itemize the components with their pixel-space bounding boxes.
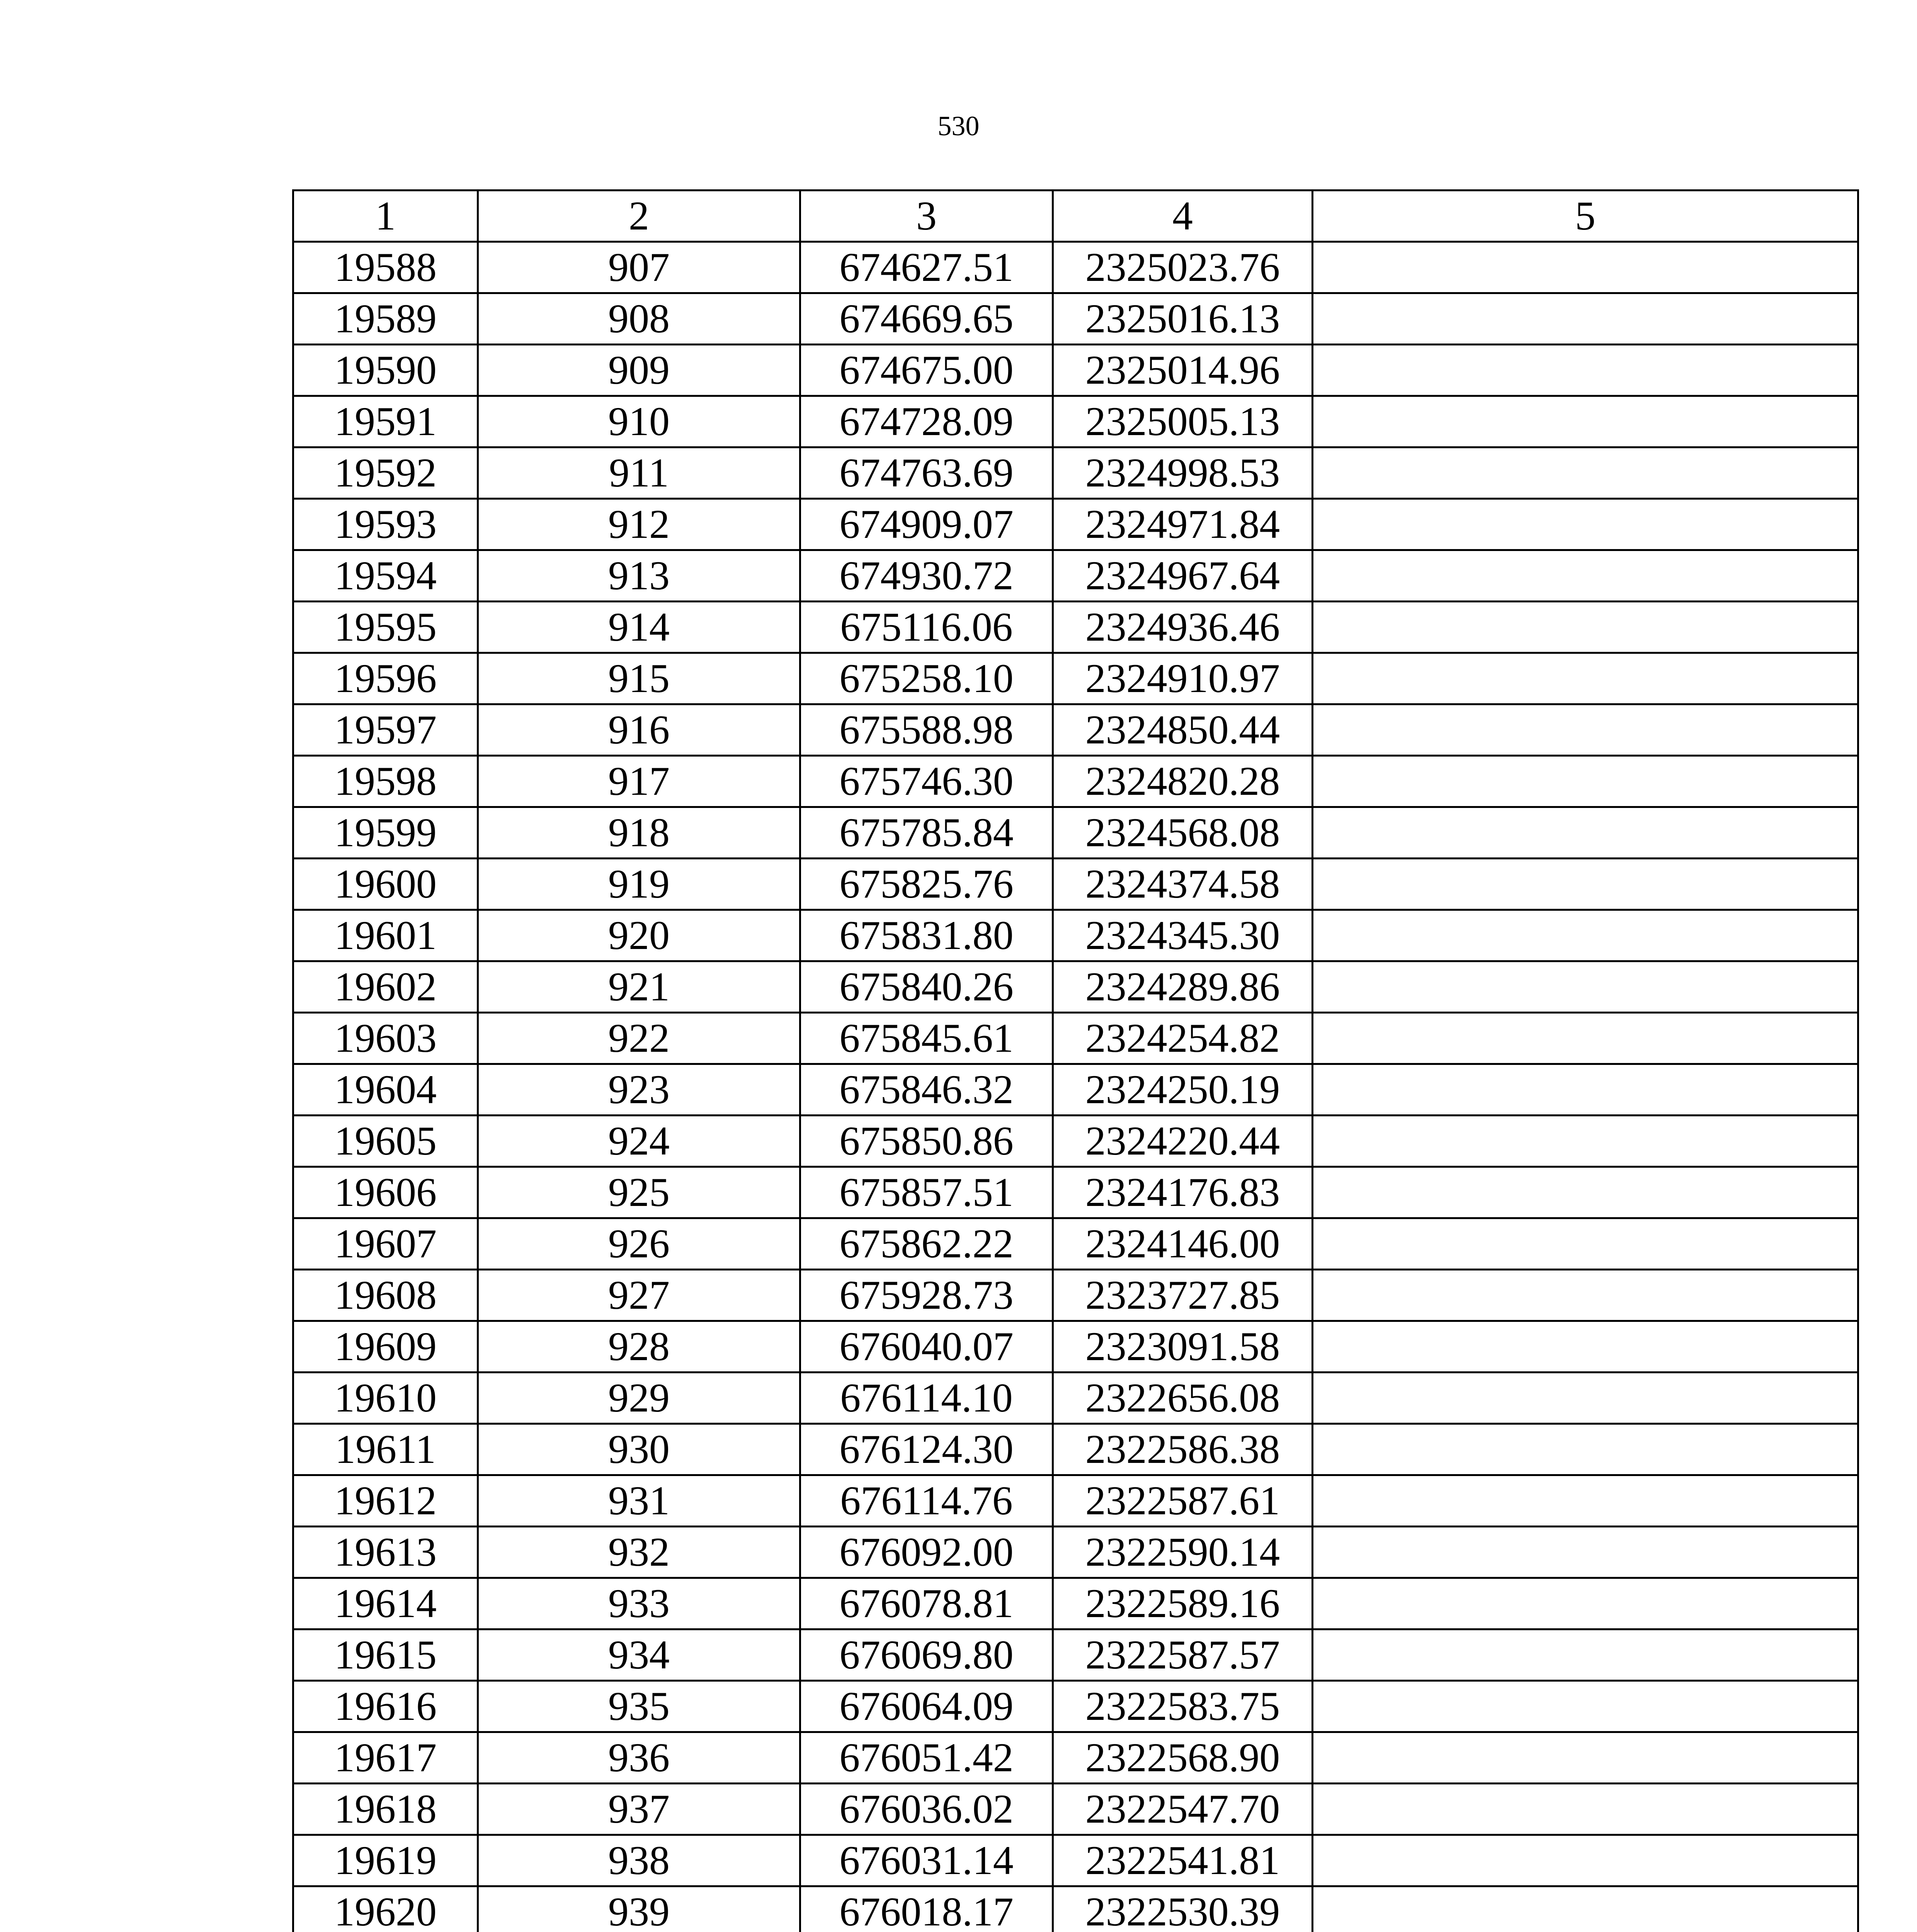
table-row xyxy=(293,345,1858,396)
cell-point-id: 19612 xyxy=(293,1475,478,1527)
cell-y-coordinate: 2324345.30 xyxy=(1053,910,1313,961)
cell-y-coordinate: 2322587.57 xyxy=(1053,1629,1313,1681)
cell-point-id: 19620 xyxy=(293,1886,478,1932)
cell-x-coordinate: 676114.10 xyxy=(800,1372,1053,1424)
cell-x-coordinate: 674909.07 xyxy=(800,499,1053,550)
cell-note xyxy=(1313,396,1858,447)
cell-vertex-number: 939 xyxy=(478,1886,800,1932)
cell-note xyxy=(1313,602,1858,653)
table-row xyxy=(293,756,1858,807)
table-row xyxy=(293,447,1858,499)
cell-vertex-number: 930 xyxy=(478,1424,800,1475)
cell-note xyxy=(1313,756,1858,807)
cell-note xyxy=(1313,1424,1858,1475)
table-row xyxy=(293,1372,1858,1424)
cell-x-coordinate: 676069.80 xyxy=(800,1629,1053,1681)
cell-y-coordinate: 2325005.13 xyxy=(1053,396,1313,447)
cell-point-id: 19608 xyxy=(293,1270,478,1321)
cell-x-coordinate: 675116.06 xyxy=(800,602,1053,653)
cell-note xyxy=(1313,1270,1858,1321)
cell-point-id: 19610 xyxy=(293,1372,478,1424)
cell-note xyxy=(1313,910,1858,961)
cell-vertex-number: 910 xyxy=(478,396,800,447)
cell-x-coordinate: 675785.84 xyxy=(800,807,1053,859)
cell-note xyxy=(1313,345,1858,396)
cell-vertex-number: 921 xyxy=(478,961,800,1013)
table-row xyxy=(293,1116,1858,1167)
cell-vertex-number: 928 xyxy=(478,1321,800,1372)
cell-note xyxy=(1313,1527,1858,1578)
table-row xyxy=(293,1270,1858,1321)
cell-x-coordinate: 676031.14 xyxy=(800,1835,1053,1886)
cell-y-coordinate: 2324971.84 xyxy=(1053,499,1313,550)
cell-note xyxy=(1313,1886,1858,1932)
column-header: 3 xyxy=(800,190,1053,242)
cell-point-id: 19596 xyxy=(293,653,478,704)
table-row xyxy=(293,396,1858,447)
cell-point-id: 19598 xyxy=(293,756,478,807)
table-row xyxy=(293,242,1858,293)
cell-y-coordinate: 2322547.70 xyxy=(1053,1784,1313,1835)
cell-vertex-number: 909 xyxy=(478,345,800,396)
table-row xyxy=(293,1681,1858,1732)
table-row xyxy=(293,1424,1858,1475)
cell-vertex-number: 935 xyxy=(478,1681,800,1732)
cell-y-coordinate: 2324820.28 xyxy=(1053,756,1313,807)
cell-y-coordinate: 2324910.97 xyxy=(1053,653,1313,704)
column-header: 4 xyxy=(1053,190,1313,242)
cell-y-coordinate: 2322589.16 xyxy=(1053,1578,1313,1629)
table-row xyxy=(293,859,1858,910)
table-row xyxy=(293,1527,1858,1578)
cell-note xyxy=(1313,859,1858,910)
cell-y-coordinate: 2324146.00 xyxy=(1053,1218,1313,1270)
cell-point-id: 19595 xyxy=(293,602,478,653)
cell-y-coordinate: 2322590.14 xyxy=(1053,1527,1313,1578)
table-row xyxy=(293,704,1858,756)
cell-note xyxy=(1313,1013,1858,1064)
table-row xyxy=(293,1321,1858,1372)
cell-point-id: 19589 xyxy=(293,293,478,345)
cell-note xyxy=(1313,1784,1858,1835)
cell-note xyxy=(1313,293,1858,345)
table-row xyxy=(293,1732,1858,1784)
cell-vertex-number: 911 xyxy=(478,447,800,499)
cell-vertex-number: 926 xyxy=(478,1218,800,1270)
cell-x-coordinate: 676064.09 xyxy=(800,1681,1053,1732)
cell-note xyxy=(1313,1732,1858,1784)
cell-vertex-number: 934 xyxy=(478,1629,800,1681)
cell-y-coordinate: 2322541.81 xyxy=(1053,1835,1313,1886)
table-row xyxy=(293,1475,1858,1527)
cell-vertex-number: 938 xyxy=(478,1835,800,1886)
cell-note xyxy=(1313,499,1858,550)
cell-x-coordinate: 675825.76 xyxy=(800,859,1053,910)
cell-vertex-number: 917 xyxy=(478,756,800,807)
cell-y-coordinate: 2325014.96 xyxy=(1053,345,1313,396)
cell-y-coordinate: 2324220.44 xyxy=(1053,1116,1313,1167)
cell-point-id: 19604 xyxy=(293,1064,478,1116)
cell-note xyxy=(1313,242,1858,293)
cell-point-id: 19615 xyxy=(293,1629,478,1681)
cell-note xyxy=(1313,550,1858,602)
cell-x-coordinate: 675746.30 xyxy=(800,756,1053,807)
column-header: 1 xyxy=(293,190,478,242)
cell-point-id: 19618 xyxy=(293,1784,478,1835)
cell-point-id: 19617 xyxy=(293,1732,478,1784)
table-row xyxy=(293,1013,1858,1064)
cell-point-id: 19600 xyxy=(293,859,478,910)
table-row xyxy=(293,550,1858,602)
cell-y-coordinate: 2322530.39 xyxy=(1053,1886,1313,1932)
cell-point-id: 19599 xyxy=(293,807,478,859)
cell-x-coordinate: 676051.42 xyxy=(800,1732,1053,1784)
cell-x-coordinate: 674627.51 xyxy=(800,242,1053,293)
cell-vertex-number: 915 xyxy=(478,653,800,704)
cell-x-coordinate: 676040.07 xyxy=(800,1321,1053,1372)
cell-x-coordinate: 675588.98 xyxy=(800,704,1053,756)
cell-point-id: 19606 xyxy=(293,1167,478,1218)
cell-x-coordinate: 675840.26 xyxy=(800,961,1053,1013)
cell-x-coordinate: 674675.00 xyxy=(800,345,1053,396)
cell-vertex-number: 912 xyxy=(478,499,800,550)
cell-x-coordinate: 674669.65 xyxy=(800,293,1053,345)
cell-y-coordinate: 2323091.58 xyxy=(1053,1321,1313,1372)
cell-note xyxy=(1313,1372,1858,1424)
cell-point-id: 19609 xyxy=(293,1321,478,1372)
table-row xyxy=(293,807,1858,859)
column-header: 5 xyxy=(1313,190,1858,242)
cell-x-coordinate: 676036.02 xyxy=(800,1784,1053,1835)
cell-x-coordinate: 675928.73 xyxy=(800,1270,1053,1321)
cell-note xyxy=(1313,1629,1858,1681)
cell-x-coordinate: 675862.22 xyxy=(800,1218,1053,1270)
cell-note xyxy=(1313,1681,1858,1732)
cell-x-coordinate: 676124.30 xyxy=(800,1424,1053,1475)
table-row xyxy=(293,1218,1858,1270)
cell-note xyxy=(1313,447,1858,499)
cell-vertex-number: 923 xyxy=(478,1064,800,1116)
cell-point-id: 19593 xyxy=(293,499,478,550)
cell-x-coordinate: 676078.81 xyxy=(800,1578,1053,1629)
cell-x-coordinate: 675846.32 xyxy=(800,1064,1053,1116)
cell-vertex-number: 931 xyxy=(478,1475,800,1527)
cell-y-coordinate: 2324374.58 xyxy=(1053,859,1313,910)
cell-x-coordinate: 676092.00 xyxy=(800,1527,1053,1578)
cell-y-coordinate: 2322586.38 xyxy=(1053,1424,1313,1475)
cell-y-coordinate: 2323727.85 xyxy=(1053,1270,1313,1321)
cell-y-coordinate: 2324998.53 xyxy=(1053,447,1313,499)
table-row xyxy=(293,910,1858,961)
cell-x-coordinate: 674728.09 xyxy=(800,396,1053,447)
cell-note xyxy=(1313,1475,1858,1527)
table-row xyxy=(293,1064,1858,1116)
cell-vertex-number: 929 xyxy=(478,1372,800,1424)
cell-y-coordinate: 2324250.19 xyxy=(1053,1064,1313,1116)
cell-y-coordinate: 2322568.90 xyxy=(1053,1732,1313,1784)
cell-y-coordinate: 2324967.64 xyxy=(1053,550,1313,602)
column-header: 2 xyxy=(478,190,800,242)
cell-point-id: 19613 xyxy=(293,1527,478,1578)
cell-point-id: 19590 xyxy=(293,345,478,396)
cell-y-coordinate: 2322656.08 xyxy=(1053,1372,1313,1424)
cell-vertex-number: 920 xyxy=(478,910,800,961)
cell-note xyxy=(1313,1167,1858,1218)
cell-note xyxy=(1313,1578,1858,1629)
cell-vertex-number: 919 xyxy=(478,859,800,910)
cell-x-coordinate: 675845.61 xyxy=(800,1013,1053,1064)
table-row xyxy=(293,1167,1858,1218)
cell-vertex-number: 922 xyxy=(478,1013,800,1064)
table-header-row xyxy=(293,190,1858,242)
cell-vertex-number: 933 xyxy=(478,1578,800,1629)
cell-y-coordinate: 2322587.61 xyxy=(1053,1475,1313,1527)
cell-x-coordinate: 676114.76 xyxy=(800,1475,1053,1527)
cell-x-coordinate: 675258.10 xyxy=(800,653,1053,704)
cell-point-id: 19597 xyxy=(293,704,478,756)
cell-point-id: 19588 xyxy=(293,242,478,293)
cell-point-id: 19614 xyxy=(293,1578,478,1629)
cell-vertex-number: 914 xyxy=(478,602,800,653)
cell-vertex-number: 937 xyxy=(478,1784,800,1835)
cell-x-coordinate: 675850.86 xyxy=(800,1116,1053,1167)
table-row xyxy=(293,1784,1858,1835)
cell-point-id: 19592 xyxy=(293,447,478,499)
cell-x-coordinate: 675857.51 xyxy=(800,1167,1053,1218)
table-row xyxy=(293,961,1858,1013)
table-row xyxy=(293,499,1858,550)
cell-y-coordinate: 2324850.44 xyxy=(1053,704,1313,756)
table-row xyxy=(293,1835,1858,1886)
cell-note xyxy=(1313,1064,1858,1116)
table-row xyxy=(293,1578,1858,1629)
cell-x-coordinate: 674763.69 xyxy=(800,447,1053,499)
cell-point-id: 19605 xyxy=(293,1116,478,1167)
cell-note xyxy=(1313,1321,1858,1372)
table-row xyxy=(293,653,1858,704)
cell-point-id: 19611 xyxy=(293,1424,478,1475)
cell-vertex-number: 907 xyxy=(478,242,800,293)
cell-point-id: 19607 xyxy=(293,1218,478,1270)
cell-x-coordinate: 674930.72 xyxy=(800,550,1053,602)
cell-vertex-number: 936 xyxy=(478,1732,800,1784)
cell-y-coordinate: 2325023.76 xyxy=(1053,242,1313,293)
coordinates-table xyxy=(292,189,1859,1932)
cell-y-coordinate: 2325016.13 xyxy=(1053,293,1313,345)
cell-note xyxy=(1313,1835,1858,1886)
cell-vertex-number: 918 xyxy=(478,807,800,859)
cell-point-id: 19594 xyxy=(293,550,478,602)
cell-point-id: 19591 xyxy=(293,396,478,447)
cell-note xyxy=(1313,807,1858,859)
cell-note xyxy=(1313,653,1858,704)
cell-y-coordinate: 2324568.08 xyxy=(1053,807,1313,859)
cell-point-id: 19619 xyxy=(293,1835,478,1886)
table-row xyxy=(293,1629,1858,1681)
page-number: 530 xyxy=(937,111,980,141)
cell-point-id: 19602 xyxy=(293,961,478,1013)
cell-vertex-number: 927 xyxy=(478,1270,800,1321)
cell-x-coordinate: 676018.17 xyxy=(800,1886,1053,1932)
cell-note xyxy=(1313,1116,1858,1167)
cell-note xyxy=(1313,1218,1858,1270)
cell-note xyxy=(1313,704,1858,756)
table-row xyxy=(293,293,1858,345)
cell-vertex-number: 908 xyxy=(478,293,800,345)
cell-y-coordinate: 2324289.86 xyxy=(1053,961,1313,1013)
cell-y-coordinate: 2324176.83 xyxy=(1053,1167,1313,1218)
table-row xyxy=(293,1886,1858,1932)
cell-note xyxy=(1313,961,1858,1013)
cell-point-id: 19603 xyxy=(293,1013,478,1064)
cell-vertex-number: 913 xyxy=(478,550,800,602)
cell-vertex-number: 916 xyxy=(478,704,800,756)
cell-y-coordinate: 2324254.82 xyxy=(1053,1013,1313,1064)
cell-vertex-number: 924 xyxy=(478,1116,800,1167)
cell-point-id: 19601 xyxy=(293,910,478,961)
cell-y-coordinate: 2322583.75 xyxy=(1053,1681,1313,1732)
cell-point-id: 19616 xyxy=(293,1681,478,1732)
table-row xyxy=(293,602,1858,653)
cell-vertex-number: 932 xyxy=(478,1527,800,1578)
cell-y-coordinate: 2324936.46 xyxy=(1053,602,1313,653)
cell-x-coordinate: 675831.80 xyxy=(800,910,1053,961)
cell-vertex-number: 925 xyxy=(478,1167,800,1218)
